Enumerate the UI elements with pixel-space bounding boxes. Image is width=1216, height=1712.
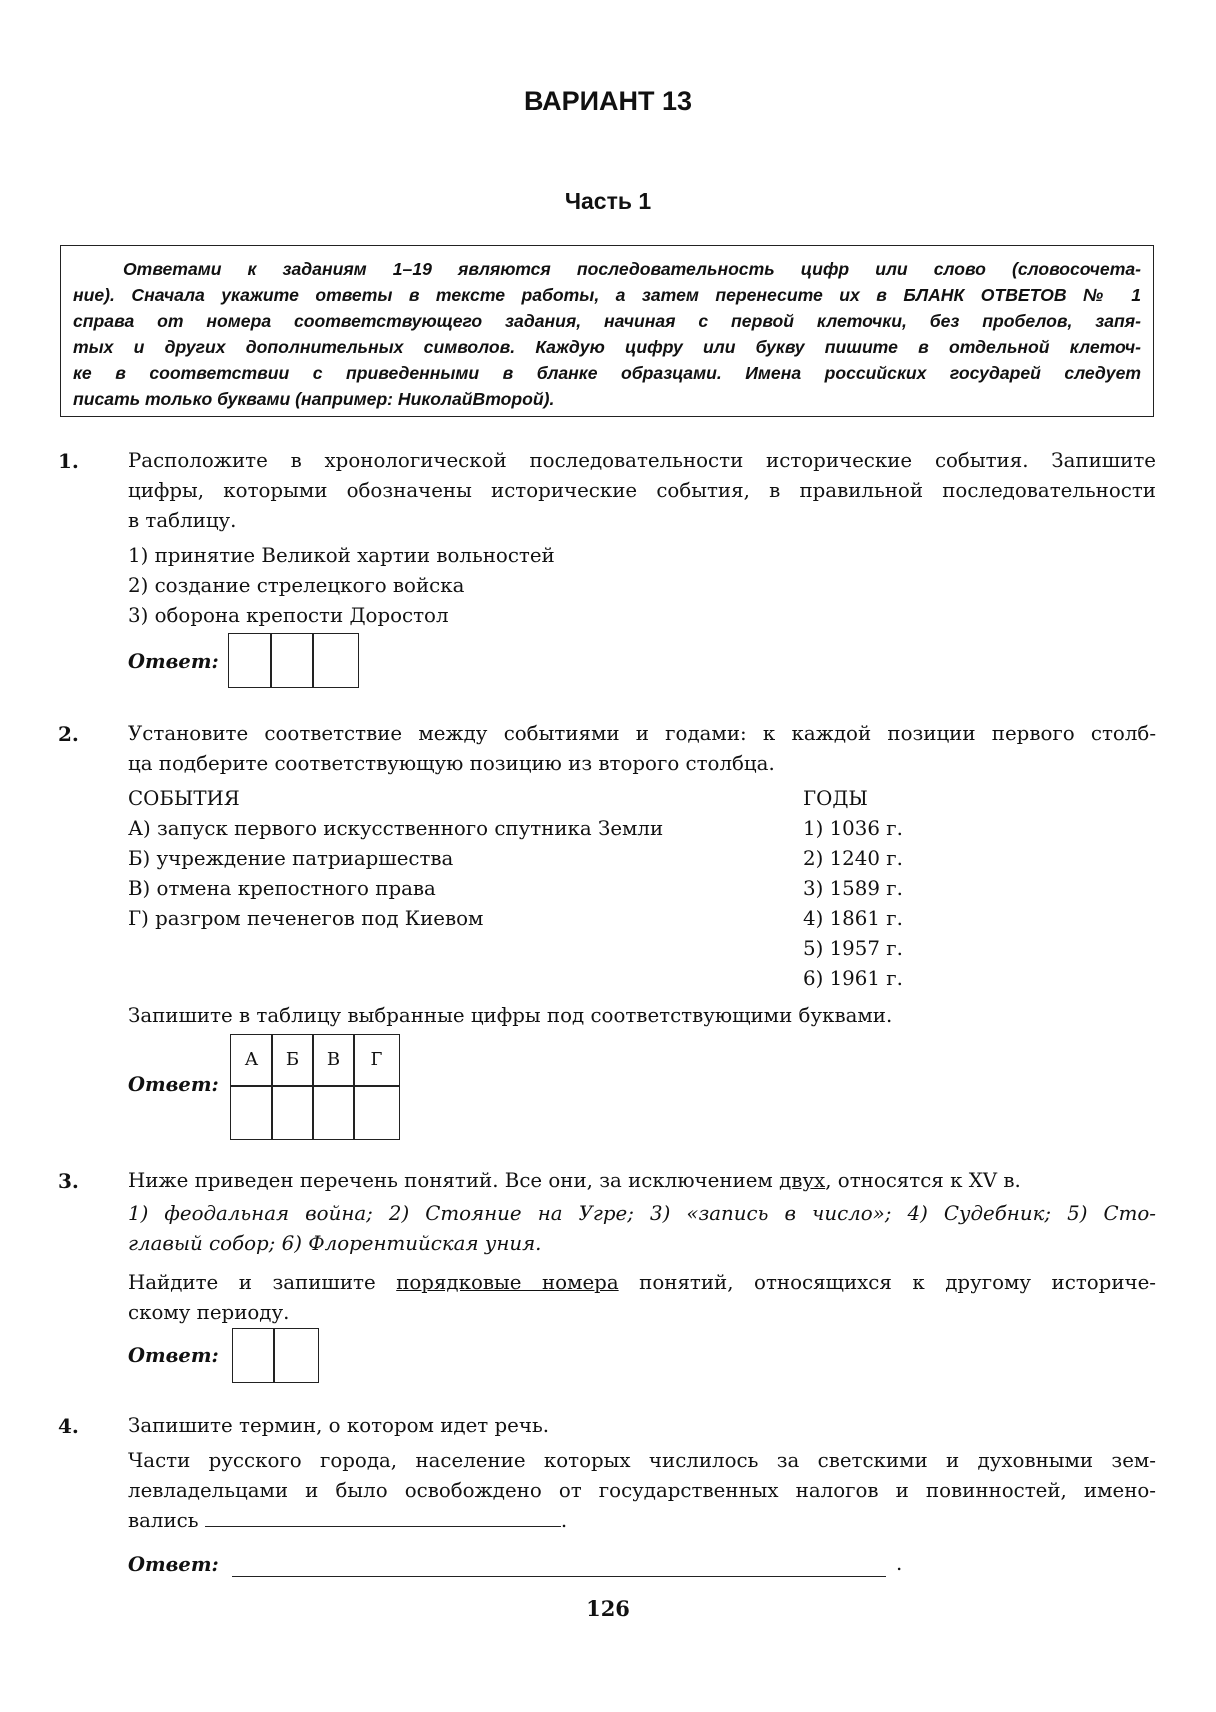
q2-answer-cell[interactable] [271, 1085, 314, 1140]
q3-task-post: понятий, относящихся к другому историче- [618, 1271, 1156, 1294]
q4-answer-line[interactable] [232, 1552, 886, 1577]
q2-number: 2. [58, 722, 79, 746]
instruction-line: тых и других дополнительных символов. Каждую цифру или букву пишите в отдельной клеточ- [73, 337, 1141, 357]
q3-list-line: главый собор; 6) Флорентийская уния. [128, 1232, 542, 1255]
q3-task [128, 1268, 1156, 1328]
q2-letter-g: Г [353, 1034, 400, 1087]
q1-answer-cell[interactable] [270, 633, 314, 688]
q4-answer-label: Ответ: [128, 1553, 219, 1576]
q2-answer-label: Ответ: [128, 1073, 219, 1096]
q4-desc [128, 1446, 1156, 1536]
q3-task-line [128, 1268, 1156, 1298]
q2-text-line: ца подберите соответствующую позицию из второго столбца. [128, 752, 775, 775]
q2-answer-cell[interactable] [230, 1085, 273, 1140]
q2-answer-cell[interactable] [353, 1085, 400, 1140]
q2-text-line: Установите соответствие между событиями и годами: к каждой позиции первого столб- [128, 722, 1156, 745]
q1-answer-cell[interactable] [228, 633, 272, 688]
q2-event: В) отмена крепостного права [128, 877, 436, 900]
q3-text [128, 1166, 1021, 1196]
q1-text-line: Расположите в хронологической последовательности исторические события. Запишите [128, 449, 1156, 472]
q2-years-header: ГОДЫ [803, 787, 868, 810]
q3-answer-label: Ответ: [128, 1344, 219, 1367]
q3-answer-cell[interactable] [273, 1328, 319, 1383]
q3-text-pre: Ниже приведен перечень понятий. Все они, за исключением [128, 1169, 780, 1192]
q1-answer-label: Ответ: [128, 650, 219, 673]
variant-title: ВАРИАНТ 13 [523, 86, 693, 116]
q3-list [128, 1199, 1156, 1259]
q1-item: 2) создание стрелецкого войска [128, 574, 465, 597]
q4-desc-line: левладельцами и было освобождено от государственных налогов и повинностей, имено- [128, 1479, 1156, 1502]
q4-text: Запишите термин, о котором идет речь. [128, 1414, 550, 1437]
instruction-line: ние). Сначала укажите ответы в тексте работы, а затем перенесите их в БЛАНК ОТВЕТОВ № 1 [73, 285, 1141, 305]
q2-events-header: СОБЫТИЯ [128, 787, 240, 810]
q4-answer-period: . [896, 1552, 903, 1575]
q2-letter-a: А [230, 1034, 273, 1087]
q3-text-post: , относятся к XV в. [825, 1169, 1021, 1192]
page-number: 126 [586, 1596, 630, 1621]
q3-text-underlined: двух [779, 1169, 826, 1192]
q4-period: . [560, 1509, 568, 1532]
q2-year: 3) 1589 г. [803, 877, 903, 900]
q1-text [128, 446, 1156, 536]
q1-answer-cell[interactable] [312, 633, 359, 688]
q4-inline-blank[interactable] [205, 1506, 561, 1527]
q4-desc-word: вались [128, 1509, 199, 1532]
q2-event: Б) учреждение патриаршества [128, 847, 454, 870]
part-title: Часть 1 [564, 188, 652, 214]
q1-item: 3) оборона крепости Доростол [128, 604, 449, 627]
q2-year: 5) 1957 г. [803, 937, 903, 960]
q2-year: 6) 1961 г. [803, 967, 903, 990]
q1-text-line: в таблицу. [128, 509, 237, 532]
q2-year: 1) 1036 г. [803, 817, 903, 840]
q2-letter-b: Б [271, 1034, 314, 1087]
q3-task-pre: Найдите и запишите [128, 1271, 397, 1294]
q2-instruction: Запишите в таблицу выбранные цифры под соответствующими буквами. [128, 1004, 893, 1027]
q2-year: 2) 1240 г. [803, 847, 903, 870]
q3-task-underlined: порядковые номера [396, 1271, 619, 1294]
instruction-line: ке в соответствии с приведенными в бланке образцами. Имена российских государей следует [73, 363, 1141, 383]
q1-text-line: цифры, которыми обозначены исторические события, в правильной последовательности [128, 479, 1156, 502]
q2-answer-cell[interactable] [312, 1085, 355, 1140]
instructions-box [60, 245, 1154, 417]
q2-year: 4) 1861 г. [803, 907, 903, 930]
q3-number: 3. [58, 1169, 79, 1193]
q3-answer-cell[interactable] [232, 1328, 275, 1383]
q1-item: 1) принятие Великой хартии вольностей [128, 544, 555, 567]
q2-event: Г) разгром печенегов под Киевом [128, 907, 484, 930]
instruction-line: Ответами к заданиям 1–19 являются последовательность цифр или слово (словосочета- [123, 259, 1141, 279]
q1-number: 1. [58, 449, 79, 473]
q2-text [128, 719, 1156, 779]
instruction-line: справа от номера соответствующего задания, начиная с первой клеточки, без пробелов, запя- [73, 311, 1141, 331]
q3-list-line: 1) феодальная война; 2) Стояние на Угре; 3) «запись в число»; 4) Судебник; 5) Сто- [128, 1202, 1156, 1225]
q2-letter-v: В [312, 1034, 355, 1087]
instruction-line: писать только буквами (например: НиколайВторой). [73, 389, 555, 409]
q4-number: 4. [58, 1414, 79, 1438]
q3-task-line2: скому периоду. [128, 1301, 290, 1324]
q2-event: А) запуск первого искусственного спутника Земли [128, 817, 664, 840]
q4-desc-line: Части русского города, население которых числилось за светскими и духовными зем- [128, 1449, 1156, 1472]
q4-desc-line3 [128, 1506, 1156, 1536]
